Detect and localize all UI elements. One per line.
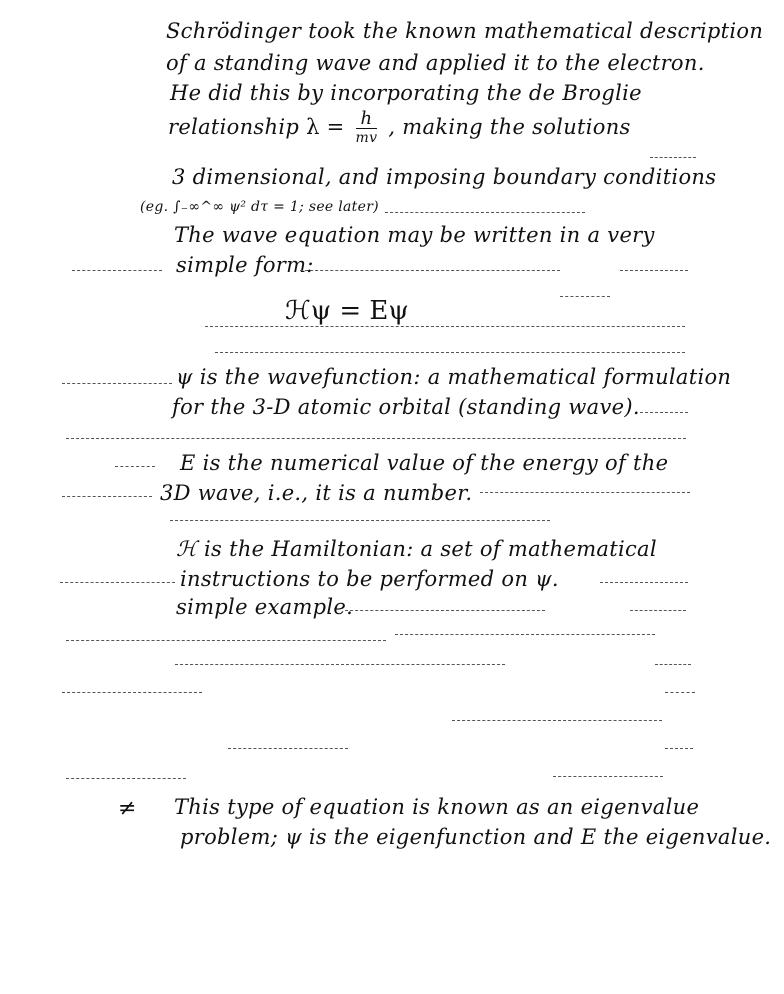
note-line-4 [168,110,631,147]
ruled-line [560,296,610,297]
ruled-line [620,270,688,271]
ruled-line [480,492,690,493]
ruled-line [600,582,688,583]
ruled-line [300,270,560,271]
note-line-11: E is the numerical value of the energy of the [180,451,669,475]
note-line-9: ψ is the wavefunction: a mathematical formulation [176,365,732,389]
note-line-14: instructions to be performed on ψ. [180,567,559,591]
ruled-line [665,748,693,749]
ruled-line [60,582,175,583]
ruled-line [665,692,695,693]
ruled-line [228,748,348,749]
relationship-label: relationship [168,115,300,139]
ruled-line [395,634,655,635]
ruled-line [553,776,663,777]
ruled-line [640,412,688,413]
ruled-line [62,383,172,384]
lambda-symbol: λ = [306,115,345,139]
ruled-line [345,610,545,611]
ruled-line [62,692,202,693]
note-line-5: 3 dimensional, and imposing boundary conditions [172,165,717,189]
note-line-2: of a standing wave and applied it to the electron. [166,51,705,75]
note-line-6: (eg. ∫₋∞^∞ ψ² dτ = 1; see later) [140,199,379,215]
note-line-12: 3D wave, i.e., it is a number. [160,481,473,505]
ruled-line [215,352,685,353]
schrodinger-equation: ℋψ = Eψ [285,296,409,326]
ruled-line [175,664,505,665]
de-broglie-fraction [356,110,378,147]
fraction-numerator: h [356,110,378,129]
ruled-line [72,270,162,271]
note-line-15: simple example. [176,595,354,619]
ruled-line [452,720,662,721]
fraction-denominator: mv [355,130,378,146]
ruled-line [62,496,152,497]
note-line-1: Schrödinger took the known mathematical description [166,19,764,43]
ruled-line [66,778,186,779]
solutions-text: , making the solutions [388,115,631,139]
ruled-line [66,438,686,439]
ruled-line [650,157,696,158]
ruled-line [170,520,550,521]
note-line-8: simple form: [176,253,314,277]
note-line-13: ℋ is the Hamiltonian: a set of mathematical [176,537,657,561]
note-line-7: The wave equation may be written in a very [174,223,655,247]
note-line-3: He did this by incorporating the de Broglie [170,81,642,105]
ruled-line [630,610,686,611]
footnote-line-1: This type of equation is known as an eigenvalue [174,795,700,819]
ruled-line [655,664,691,665]
note-line-10: for the 3-D atomic orbital (standing wave). [172,395,640,419]
footnote-line-2: problem; ψ is the eigenfunction and E the eigenvalue. [180,825,772,849]
ruled-line [115,466,155,467]
ruled-line [205,326,685,327]
ruled-line [66,640,386,641]
ruled-line [385,212,585,213]
footnote-marker: ≠ [118,796,137,821]
